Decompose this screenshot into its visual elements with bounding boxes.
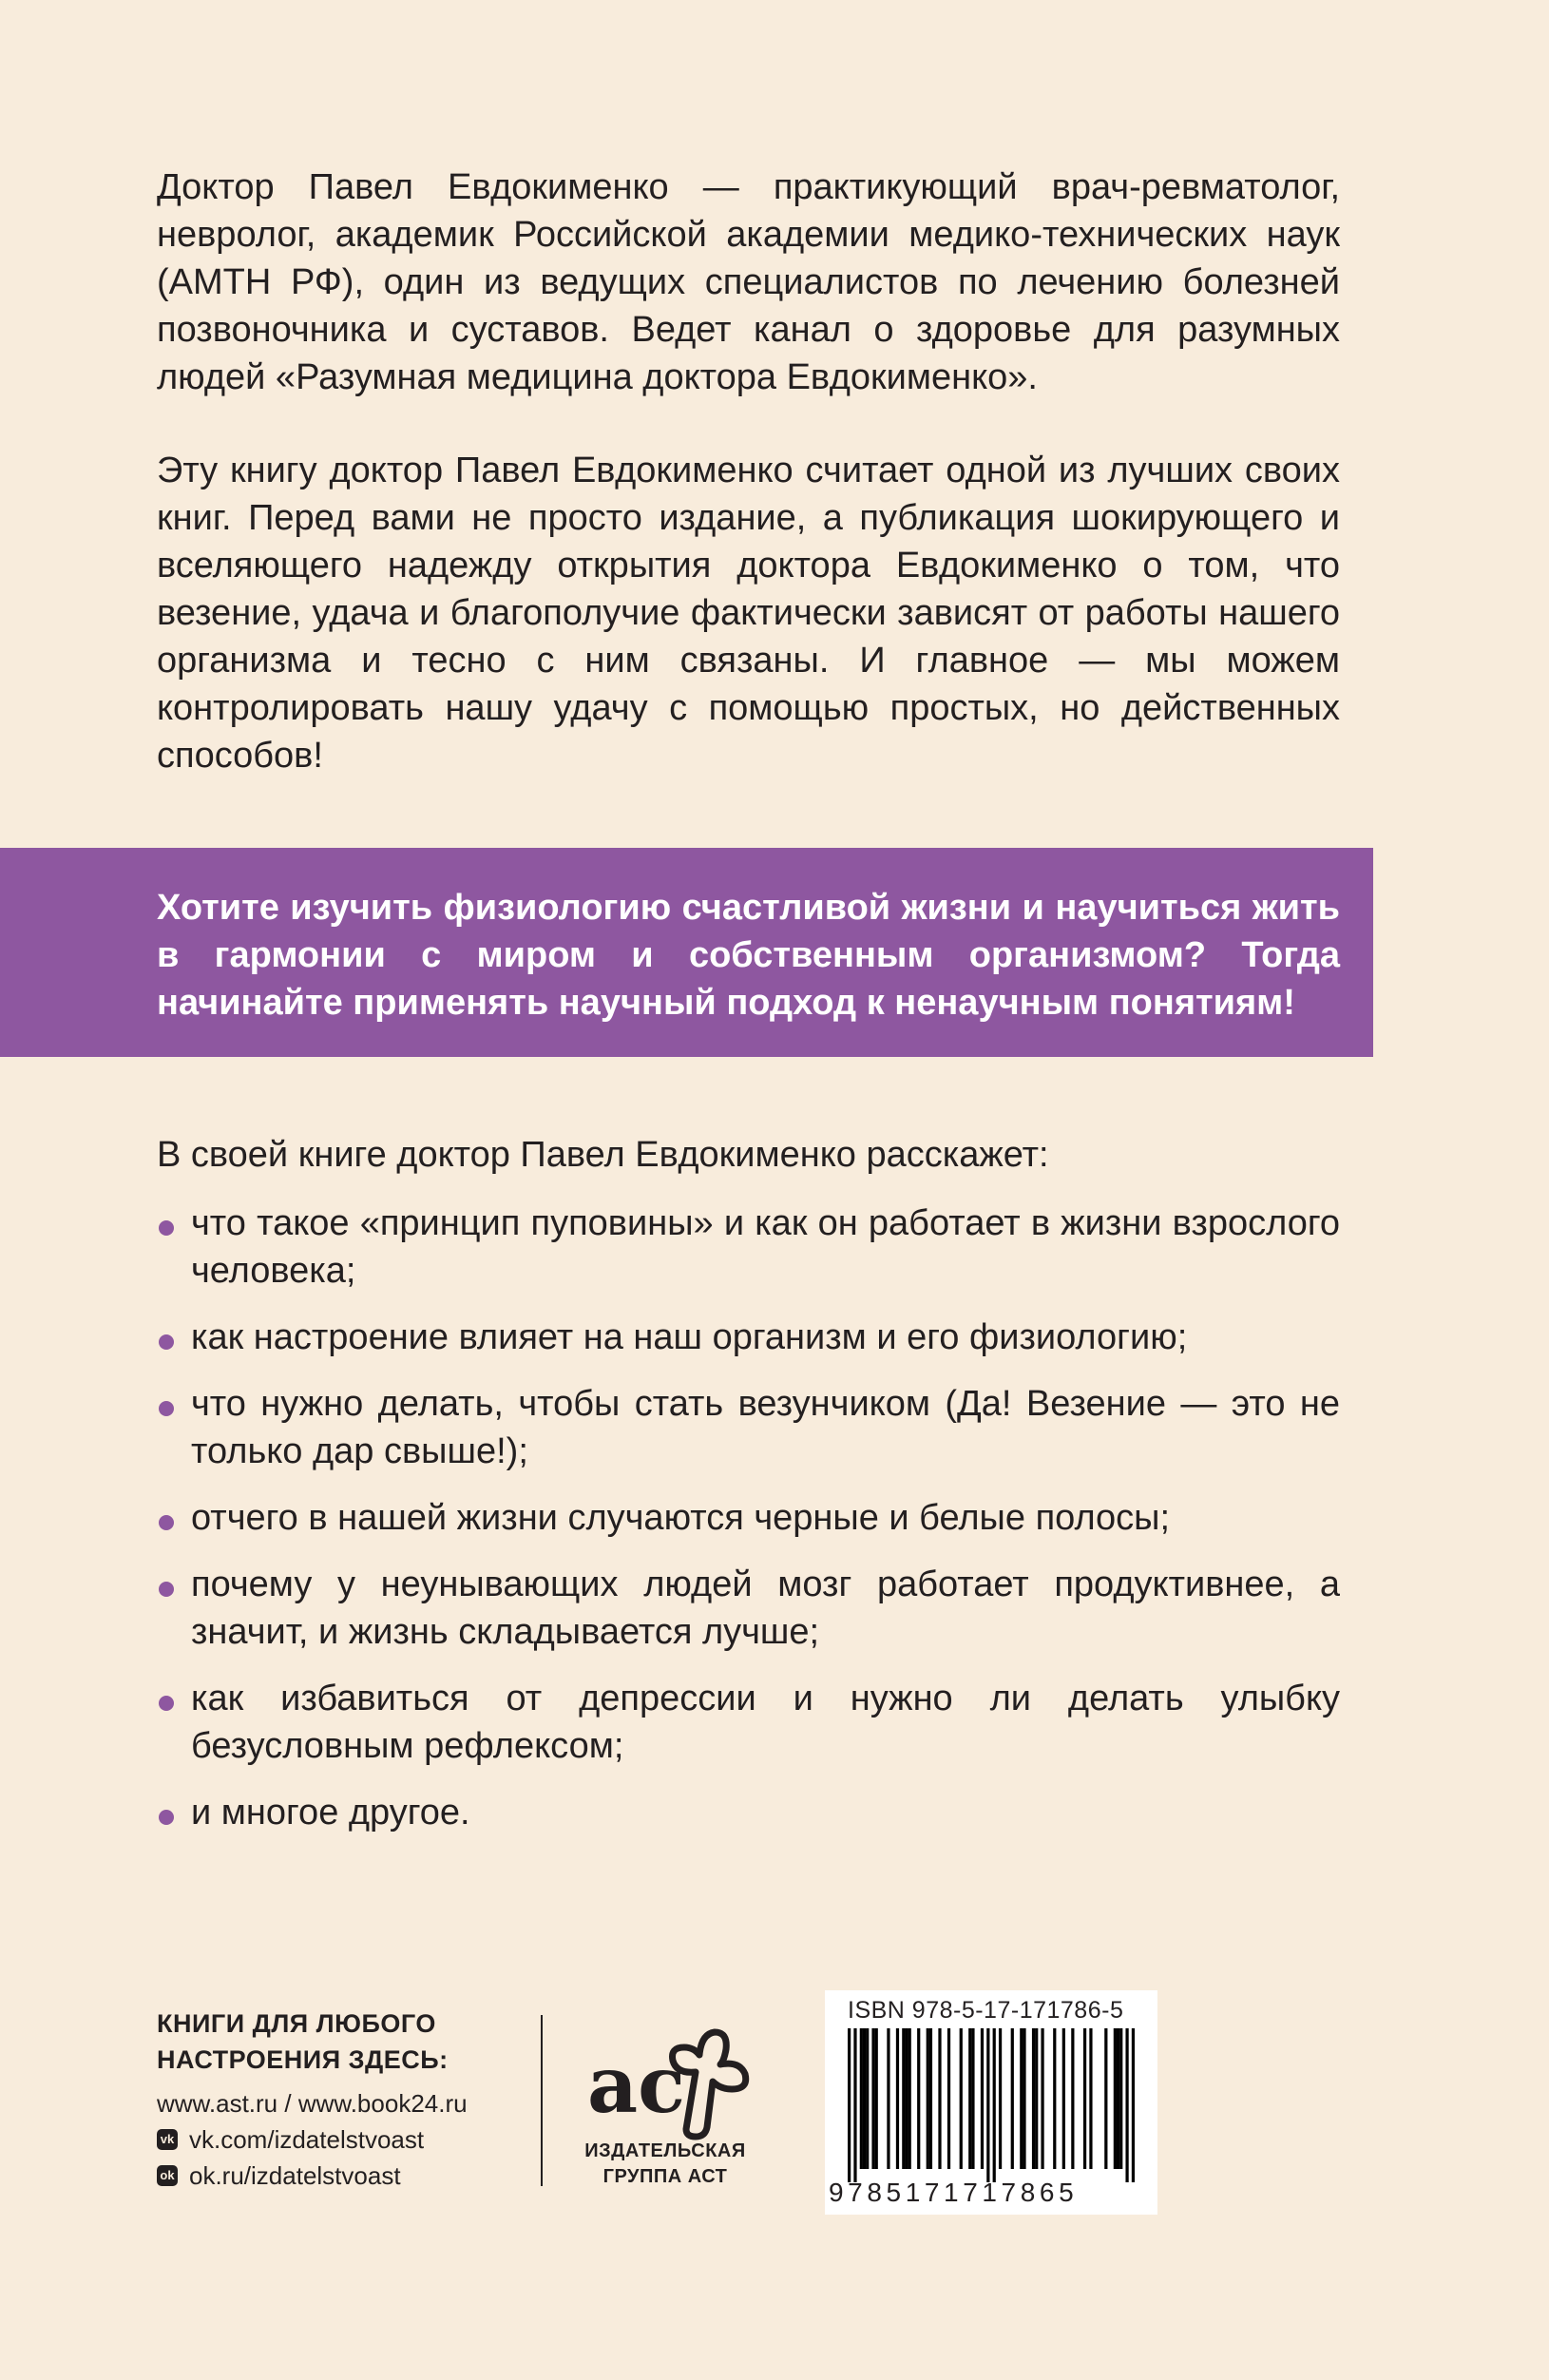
barcode-bar	[1023, 2028, 1025, 2169]
barcode-block	[825, 1990, 1157, 2215]
barcode-bar	[1041, 2028, 1043, 2169]
barcode-bar	[1011, 2028, 1014, 2169]
barcode-bar	[1020, 2028, 1023, 2169]
promo-banner-text: Хотите изучить физиологию счастливой жизни и научиться жить в гармонии с миром и собственным организмом? Тогда начинайте применять научный подход к ненаучным понятиям!	[157, 888, 1340, 1023]
barcode-bar	[1035, 2028, 1038, 2169]
barcode-bar	[986, 2028, 989, 2182]
barcode-bar	[947, 2028, 950, 2169]
list-item: как избавиться от депрессии и нужно ли делать улыбку безусловным рефлексом;	[157, 1675, 1340, 1770]
barcode-bar	[848, 2028, 851, 2182]
barcode-bar	[1119, 2028, 1122, 2169]
barcode-bar	[981, 2028, 984, 2169]
barcode-bar	[1114, 2028, 1117, 2169]
barcode-bar	[896, 2028, 899, 2169]
svg-text:ac: ac	[587, 2040, 686, 2131]
vk-link[interactable]: vk vk.com/izdatelstvoast	[157, 2121, 546, 2158]
bullet-dot-icon	[159, 1810, 174, 1825]
barcode-bar	[1125, 2028, 1128, 2182]
barcode-bar	[853, 2028, 856, 2182]
footer-divider	[541, 2015, 543, 2186]
barcode-bar	[905, 2028, 908, 2169]
list-intro: В своей книге доктор Павел Евдокименко расскажет:	[157, 1135, 1049, 1175]
barcode-bar	[1062, 2028, 1065, 2169]
bullet-dot-icon	[159, 1220, 174, 1236]
barcode-bar	[1053, 2028, 1056, 2169]
barcode-bar	[902, 2028, 905, 2169]
websites-link[interactable]: www.ast.ru / www.book24.ru	[157, 2089, 468, 2118]
isbn-label: ISBN 978-5-17-171786-5	[848, 1997, 1124, 2024]
barcode-bar	[887, 2028, 889, 2169]
bullet-dot-icon	[159, 1334, 174, 1350]
barcode-bar	[875, 2028, 878, 2169]
barcode-bar	[1117, 2028, 1119, 2169]
barcode-bar	[1083, 2028, 1086, 2169]
barcode-bar	[929, 2028, 932, 2169]
barcode-bar	[971, 2028, 974, 2169]
barcode-bar	[1104, 2028, 1107, 2169]
ok-link[interactable]: ok ok.ru/izdatelstvoast	[157, 2158, 546, 2194]
list-item: что нужно делать, чтобы стать везунчиком (Да! Везение — это не только дар свыше!);	[157, 1380, 1340, 1475]
barcode-bar	[1089, 2028, 1092, 2169]
footer-links	[157, 2006, 546, 2194]
barcode-bar	[1071, 2028, 1074, 2169]
barcode-bar	[927, 2028, 929, 2169]
vk-icon: vk	[157, 2129, 178, 2150]
barcode-image	[848, 2028, 1135, 2182]
topic-list	[157, 1200, 1340, 1855]
barcode-bar	[917, 2028, 920, 2169]
barcode-bar	[993, 2028, 996, 2182]
about-author-paragraph: Доктор Павел Евдокименко — практикующий врач-ревматолог, невролог, академик Российской академии медико-технических наук (АМТН РФ), один из ведущих специалистов по лечению болезней позвоночника и суставов. Ведет канал о здоровье для разумных людей «Разумная медицина доктора Евдокименко».	[157, 167, 1340, 397]
bullet-dot-icon	[159, 1515, 174, 1530]
barcode-bar	[960, 2028, 963, 2169]
barcode-bar	[866, 2028, 869, 2169]
barcode-bar	[871, 2028, 874, 2169]
ok-icon: ok	[157, 2165, 178, 2186]
list-item: почему у неунывающих людей мозг работает продуктивнее, а значит, и жизнь складывается лучше;	[157, 1561, 1340, 1656]
ean-digits: 9785171717865	[829, 2178, 1079, 2207]
publisher-caption: ИЗДАТЕЛЬСКАЯ ГРУППА АСТ	[584, 2140, 746, 2187]
bullet-dot-icon	[159, 1582, 174, 1597]
list-item: что такое «принцип пуповины» и как он работает в жизни взрослого человека;	[157, 1200, 1340, 1295]
barcode-bar	[863, 2028, 866, 2169]
barcode-bar	[968, 2028, 971, 2169]
list-item: как настроение влияет на наш организм и его физиологию;	[157, 1314, 1340, 1361]
footer-heading: КНИГИ ДЛЯ ЛЮБОГО НАСТРОЕНИЯ ЗДЕСЬ:	[157, 2009, 449, 2074]
list-item: отчего в нашей жизни случаются черные и белые полосы;	[157, 1494, 1340, 1542]
list-item: и многое другое.	[157, 1789, 1340, 1836]
about-book-paragraph: Эту книгу доктор Павел Евдокименко считает одной из лучших своих книг. Перед вами не просто издание, а публикация шокирующего и вселяющего надежду открытия доктора Евдокименко о том, что везение, удача и благополучие фактически зависят от работы нашего организма и тесно с ним связаны. И главное — мы можем контролировать нашу удачу с помощью простых, но действенных способов!	[157, 451, 1340, 776]
barcode-bar	[1132, 2028, 1135, 2182]
bullet-dot-icon	[159, 1401, 174, 1416]
barcode-bar	[908, 2028, 911, 2169]
bullet-dot-icon	[159, 1696, 174, 1711]
barcode-bar	[938, 2028, 941, 2169]
barcode-bar	[860, 2028, 863, 2169]
barcode-bar	[999, 2028, 1002, 2169]
barcode-bar	[1032, 2028, 1035, 2169]
